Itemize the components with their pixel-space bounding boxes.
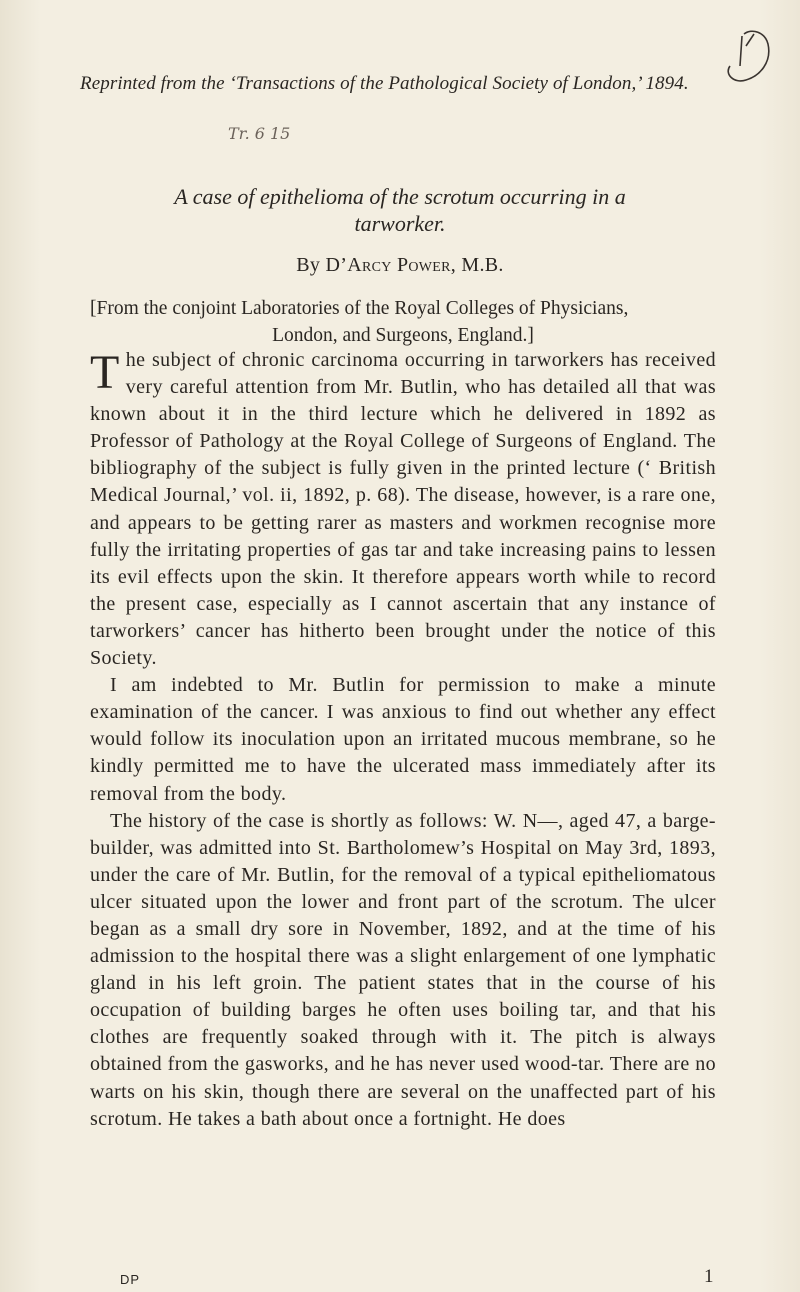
handwritten-shelfmark: Tr. 6 15 [228,124,291,143]
page-number: 1 [704,1266,714,1287]
reprint-header: Reprinted from the ‘Transactions of the Pathological Society of London,’ 1894. [80,73,689,94]
paragraph-3: The history of the case is shortly as follows: W. N—, aged 47, a barge-builder, was admitted into St. Bartholomew’s Hospital on May 3rd, 1893, under the care of Mr. Butlin, for the removal of a typical epitheliomatous ulcer situated upon the lower and front part of the scrotum. The ulcer began as a small dry sore in November, 1892, and at the time of his admission to the hospital there was a slight enlargement of one lymphatic gland in his left groin. The patient states that in the course of his occupation of building barges he often uses boiling tar, and that his clothes are frequently soaked through with it. The pitch is always obtained from the gasworks, and he has never used wood-tar. There are no warts on his skin, though there are several on the unaffected part of his scrotum. He takes a bath about once a fortnight. He does [90,809,716,1130]
paragraph-1-text: he subject of chronic carcinoma occurring in tarworkers has received very careful attention from Mr. Butlin, who has detailed all that was known about it in the third lecture which he delivered in 1892 as Professor of Pathology at the Royal College of Surgeons of England. The bibliography of the subject is fully given in the printed lecture (‘ British Medical Journal,’ vol. ii, 1892, p. 68). The disease, however, is a rare one, and appears to be getting rarer as masters and workmen recognise more fully the irritating properties of gas tar and take increasing pains to lessen its evil effects upon the skin. It therefore appears worth while to record the present case, especially as I cannot ascertain that any instance of tarworkers’ cancer has hitherto been brought under the notice of this Society. [90,349,716,670]
title-line-1: A case of epithelioma of the scrotum occurring in a [174,184,626,209]
title-line-2: tarworker. [354,211,446,236]
author-name: D’Arcy Power, M.B. [325,254,504,276]
affiliation-line-2: London, and Surgeons, England.] [272,325,534,346]
drop-cap: T [90,346,120,399]
article-body [90,347,716,1133]
paragraph-1 [90,347,716,672]
byline-prefix: By [296,254,321,276]
handwritten-scribble-icon [720,26,774,84]
affiliation-line-1: [From the conjoint Laboratories of the Royal Colleges of Physicians, [90,298,629,319]
printer-signature: DP [120,1272,141,1287]
byline [0,254,800,277]
paragraph-2: I am indebted to Mr. Butlin for permission to make a minute examination of the cancer. I was anxious to find out whether any effect would follow its inoculation upon an irritated mucous membrane, so he kindly permitted me to have the ulcerated mass immediately after its removal from the body. [90,674,716,805]
